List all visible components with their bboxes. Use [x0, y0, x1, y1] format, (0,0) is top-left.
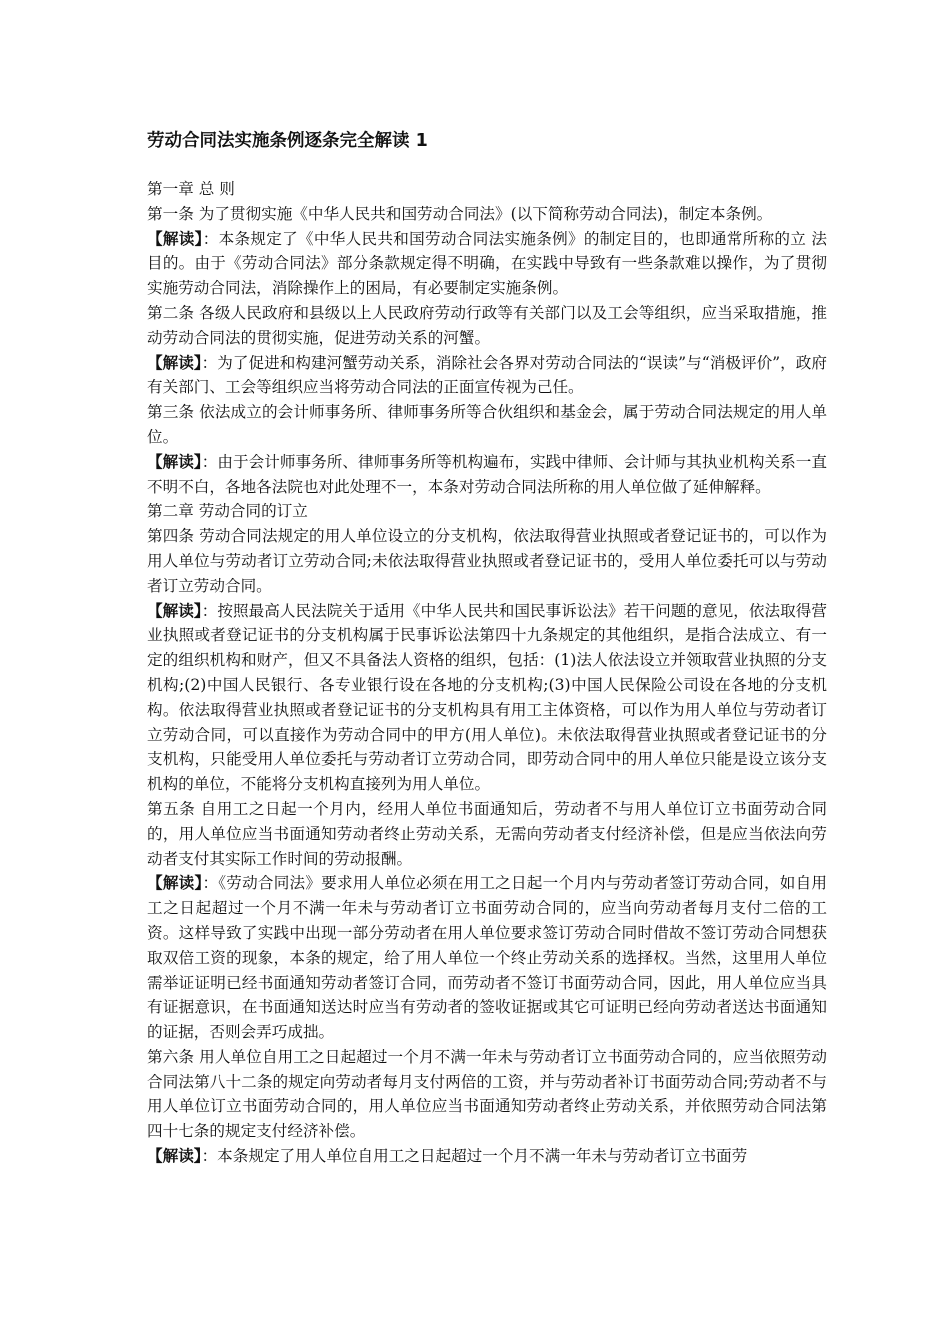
- paragraph-text: 第五条 自用工之日起一个月内，经用人单位书面通知后，劳动者不与用人单位订立书面劳动合同的，用人单位应当书面通知劳动者终止劳动关系，无需向劳动者支付经济补偿，但是应当依法向劳动者支付其实际工作时间的劳动报酬。: [147, 799, 827, 868]
- interpretation-paragraph: [147, 227, 827, 301]
- paragraph-text: ：本条规定了《中华人民共和国劳动合同法实施条例》的制定目的，也即通常所称的立 法目的。由于《劳动合同法》部分条款规定得不明确，在实践中导致有一些条款难以操作，为了贯彻实施劳动合同法，消除操作上的困局，有必要制定实施条例。: [147, 229, 828, 298]
- paragraph-text: ：为了促进和构建河蟹劳动关系，消除社会各界对劳动合同法的“误读”与“消极评价”，政府有关部门、工会等组织应当将劳动合同法的正面宣传视为己任。: [147, 353, 828, 397]
- paragraph-text: 第二条 各级人民政府和县级以上人民政府劳动行政等有关部门以及工会等组织，应当采取措施，推动劳动合同法的贯彻实施，促进劳动关系的河蟹。: [147, 303, 827, 347]
- article-paragraph: [147, 177, 827, 202]
- paragraph-text: ：本条规定了用人单位自用工之日起超过一个月不满一年未与劳动者订立书面劳: [201, 1147, 748, 1166]
- paragraph-text: 第二章 劳动合同的订立: [147, 502, 308, 521]
- article-paragraph: [147, 400, 827, 450]
- interpretation-paragraph: [147, 1144, 827, 1169]
- paragraph-text: 第六条 用人单位自用工之日起超过一个月不满一年未与劳动者订立书面劳动合同的，应当依照劳动合同法第八十二条的规定向劳动者每月支付两倍的工资，并与劳动者补订书面劳动合同;劳动者不与用人单位订立书面劳动合同的，用人单位应当书面通知劳动者终止劳动关系，并依照劳动合同法第四十七条的规定支付经济补偿。: [147, 1047, 827, 1141]
- interpretation-label: 【解读】: [147, 1146, 202, 1166]
- document-body: [147, 177, 827, 1169]
- paragraph-text: ：由于会计师事务所、律师事务所等机构遍布，实践中律师、会计师与其执业机构关系一直不明不白，各地各法院也对此处理不一，本条对劳动合同法所称的用人单位做了延伸解释。: [147, 452, 827, 496]
- interpretation-label: 【解读】: [147, 873, 203, 893]
- article-paragraph: [147, 1045, 827, 1144]
- paragraph-text: 第三条 依法成立的会计师事务所、律师事务所等合伙组织和基金会，属于劳动合同法规定的用人单位。: [147, 403, 827, 446]
- paragraph-text: ：按照最高人民法院关于适用《中华人民共和国民事诉讼法》若干问题的意见，依法取得营业执照或者登记证书的分支机构属于民事诉讼法第四十九条规定的其他组织，是指合法成立、有一定的组织机构和财产，但又不具备法人资格的组织，包括：(1)法人依法设立并领取营业执照的分支机构;(2)中国人民银行、各专业银行设在各地的分支机构;(3)中国人民保险公司设在各地的分支机构。依法取得营业执照或者登记证书的分支机构具有用工主体资格，可以作为用人单位与劳动者订立劳动合同，可以直接作为劳动合同中的甲方(用人单位)。未依法取得营业执照或者登记证书的分支机构，只能受用人单位委托与劳动者订立劳动合同，即劳动合同中的用人单位只能是设立该分支机构的单位，不能将分支机构直接列为用人单位。: [147, 601, 827, 794]
- interpretation-label: 【解读】: [147, 451, 202, 471]
- paragraph-text: 第一章 总 则: [147, 180, 235, 198]
- paragraph-text: 第四条 劳动合同法规定的用人单位设立的分支机构，依法取得营业执照或者登记证书的，可以作为用人单位与劳动者订立劳动合同;未依法取得营业执照或者登记证书的，受用人单位委托可以与劳动者订立劳动合同。: [147, 527, 827, 595]
- article-paragraph: [147, 499, 827, 524]
- interpretation-label: 【解读】: [147, 600, 202, 620]
- article-paragraph: [147, 524, 827, 598]
- article-paragraph: [147, 202, 827, 227]
- article-paragraph: [147, 301, 827, 351]
- interpretation-paragraph: [147, 599, 827, 797]
- article-paragraph: [147, 797, 827, 871]
- paragraph-text: 第一条 为了贯彻实施《中华人民共和国劳动合同法》(以下简称劳动合同法)，制定本条例。: [147, 204, 773, 223]
- interpretation-paragraph: [147, 351, 827, 401]
- interpretation-paragraph: [147, 871, 827, 1045]
- document-page: [147, 128, 827, 1169]
- interpretation-paragraph: [147, 450, 827, 500]
- interpretation-label: 【解读】: [147, 352, 202, 372]
- interpretation-label: 【解读】: [147, 228, 203, 248]
- document-title: 劳动合同法实施条例逐条完全解读 1: [147, 131, 428, 151]
- paragraph-text: ：《劳动合同法》要求用人单位必须在用工之日起一个月内与劳动者签订劳动合同，如自用工之日起超过一个月不满一年未与劳动者订立书面劳动合同的，应当向劳动者每月支付二倍的工资。这样导致了实践中出现一部分劳动者在用人单位要求签订劳动合同时借故不签订劳动合同想获取双倍工资的现象，本条的规定，给了用人单位一个终止劳动关系的选择权。当然，这里用人单位需举证证明已经书面通知劳动者签订合同，而劳动者不签订书面劳动合同，因此，用人单位应当具有证据意识，在书面通知送达时应当有劳动者的签收证据或其它可证明已经向劳动者送达书面通知的证据，否则会弄巧成拙。: [147, 874, 828, 1042]
